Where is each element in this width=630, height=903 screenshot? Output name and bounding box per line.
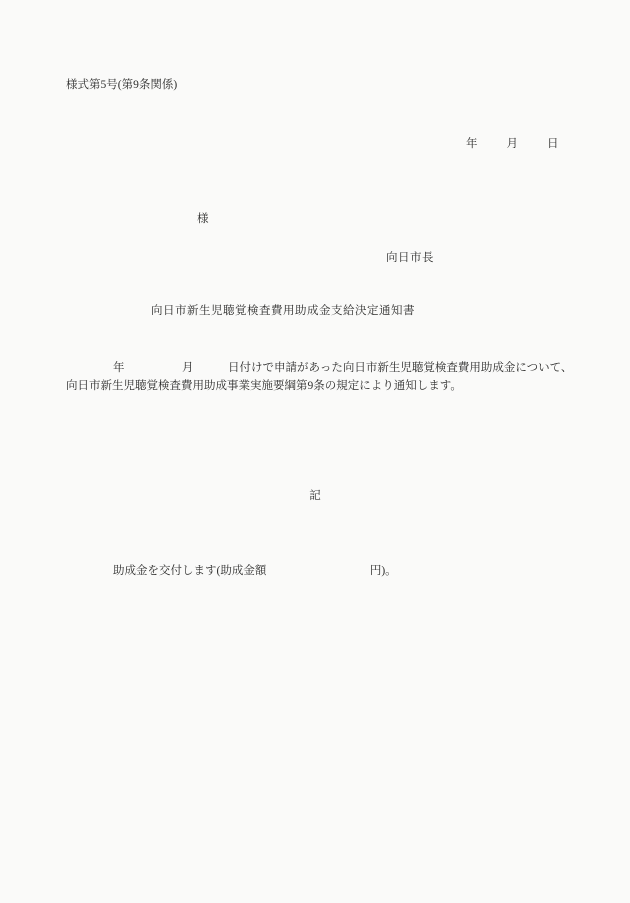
document-title: 向日市新生児聴覚検査費用助成金支給決定通知書: [151, 305, 415, 317]
form-number: 様式第5号(第9条関係): [66, 79, 178, 91]
section-marker: 記: [309, 490, 321, 502]
addressee-honorific: 様: [197, 213, 209, 225]
sender-title: 向日市長: [386, 252, 434, 264]
date-line: 年 月 日: [466, 138, 561, 150]
body-paragraph-line2: 向日市新生児聴覚検査費用助成事業実施要綱第9条の規定により通知します。: [66, 380, 462, 392]
body-paragraph-line1: 年 月 日付けで申請があった向日市新生児聴覚検査費用助成金について、: [113, 362, 573, 374]
grant-statement: 助成金を交付します(助成金額 円)。: [113, 565, 397, 577]
